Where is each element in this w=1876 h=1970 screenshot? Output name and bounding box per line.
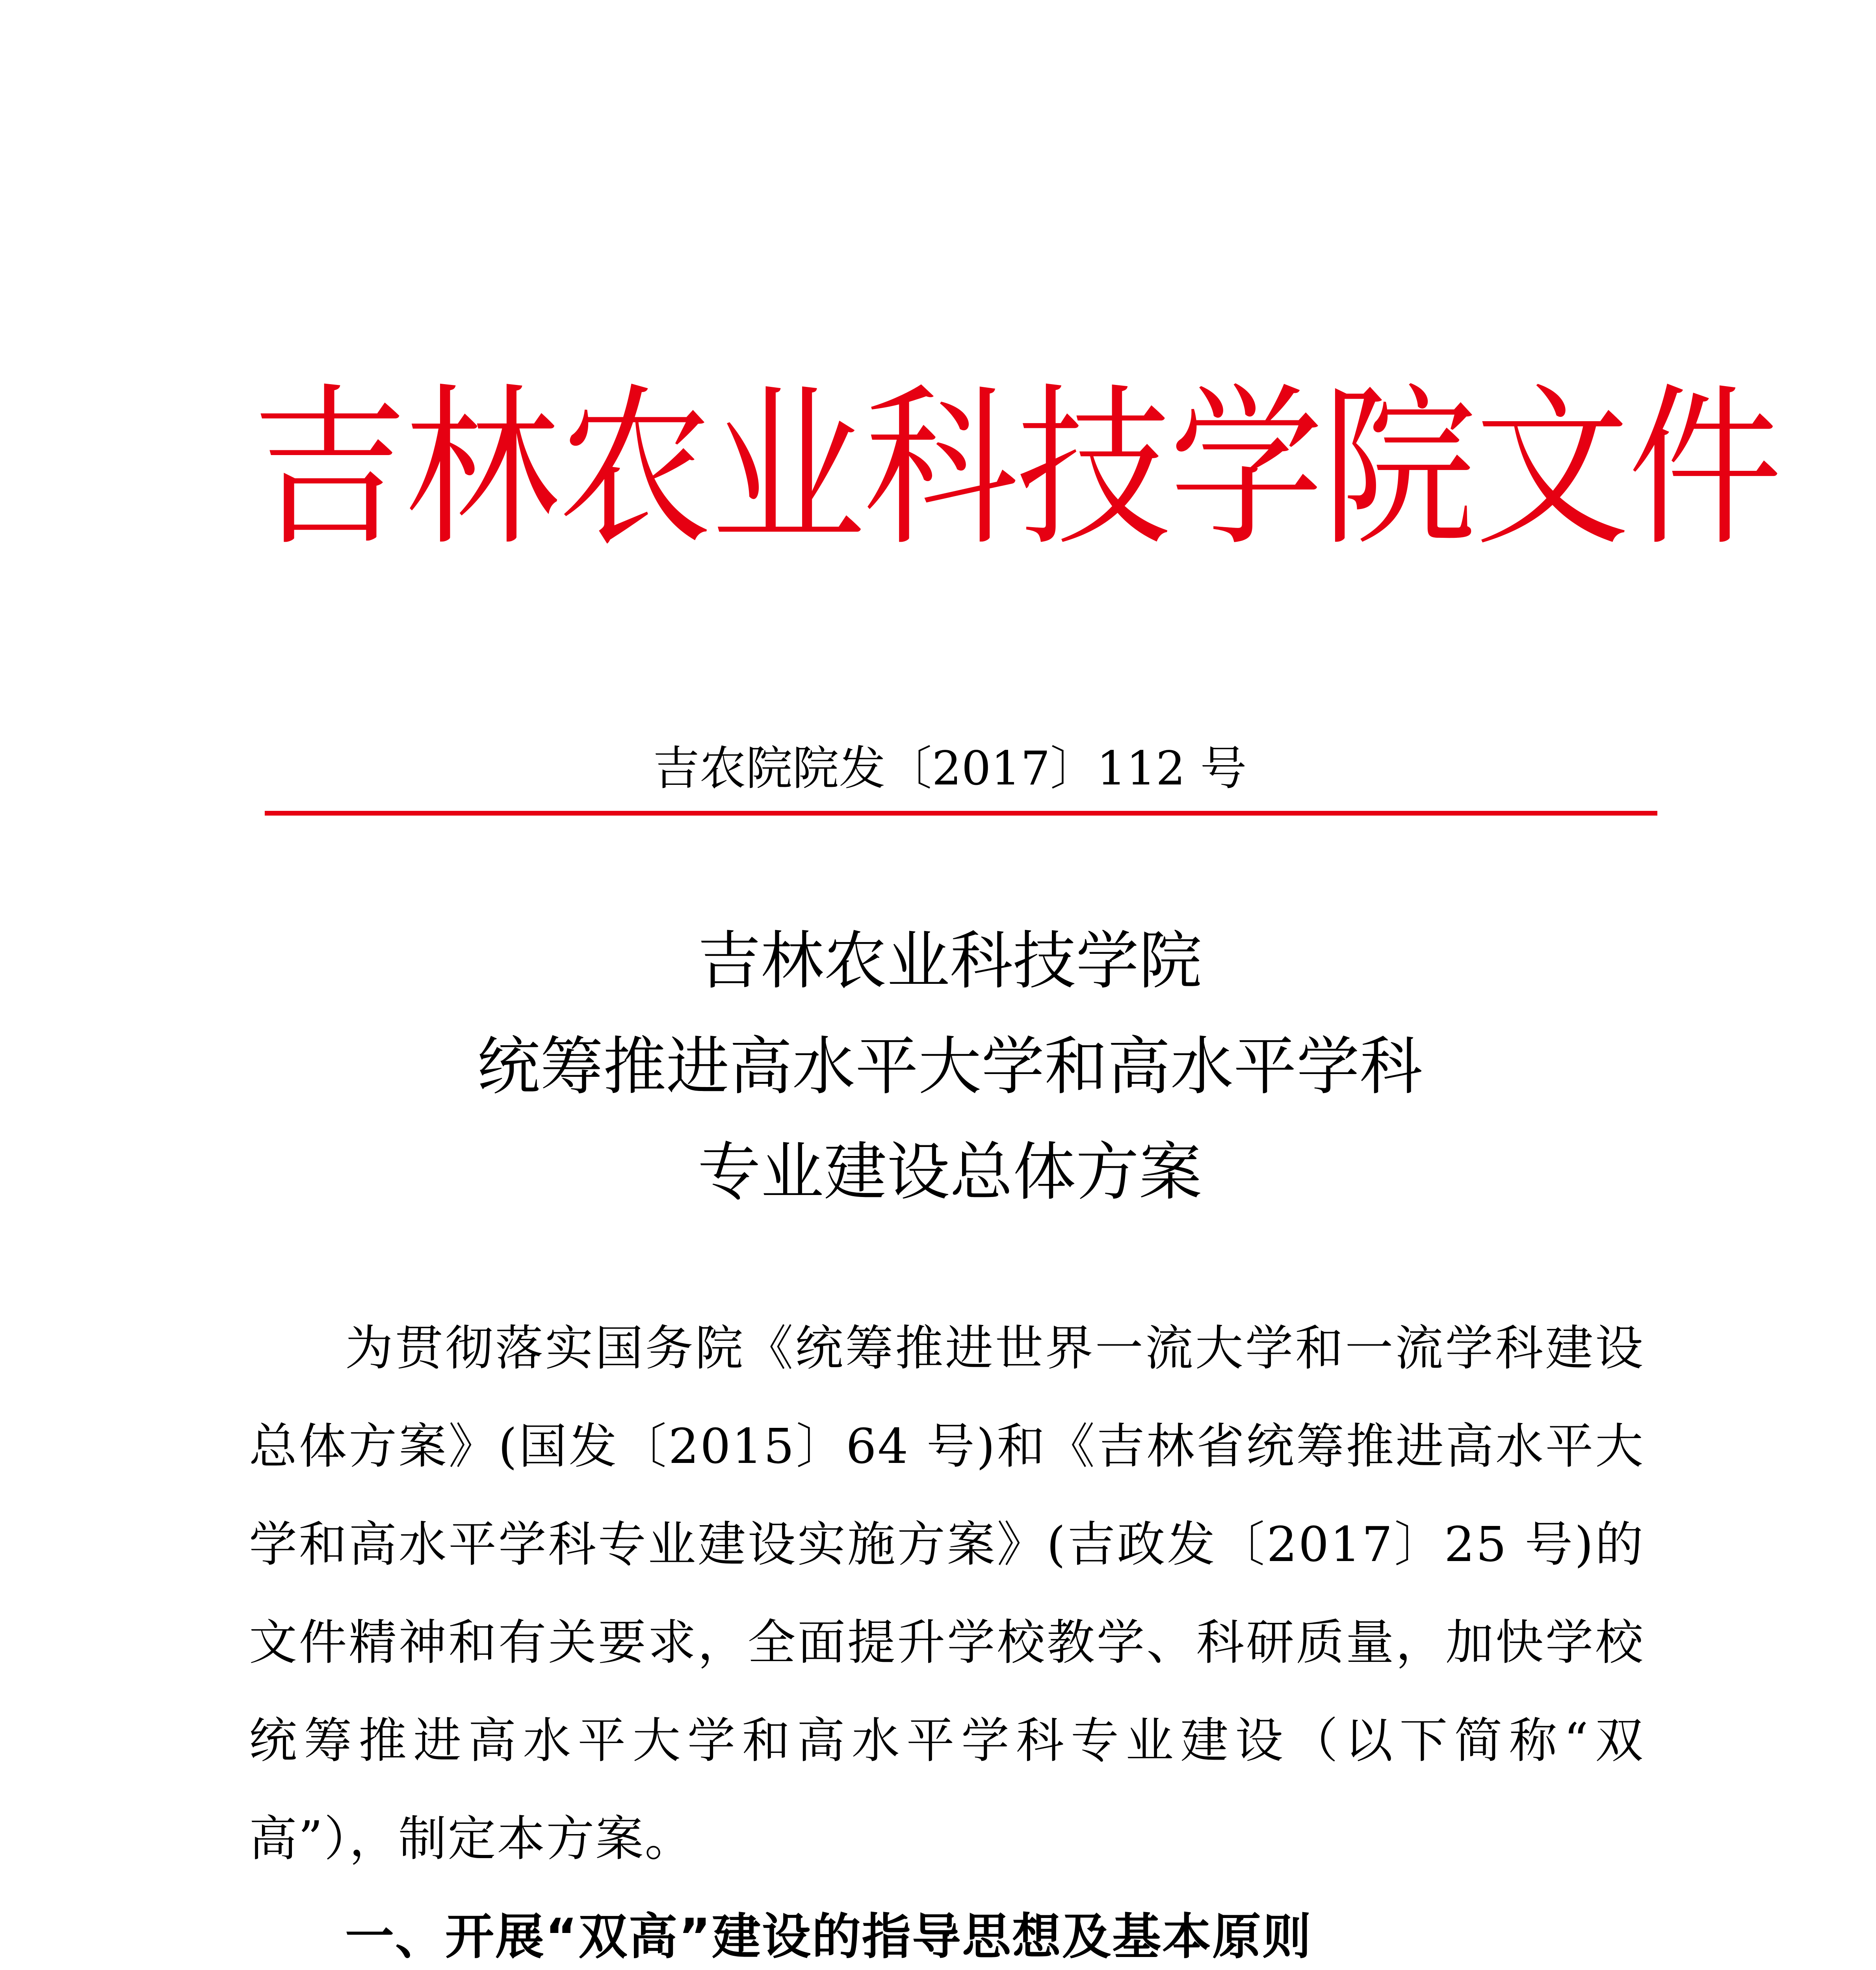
- document-header-title: 吉林农业科技学院文件: [252, 368, 1781, 570]
- intro-paragraph: 为贯彻落实国务院《统筹推进世界一流大学和一流学科建设总体方案》(国发〔2015〕64 号)和《吉林省统筹推进高水平大学和高水平学科专业建设实施方案》(吉政发〔2017〕25 号)的文件精神和有关要求，全面提升学校教学、科研质量，加快学校统筹推进高水平大学和高水平学科专业建设（以下简称“双高”），制定本方案。: [249, 1320, 1644, 1867]
- title-line-3: 专业建设总体方案: [697, 1135, 1202, 1209]
- document-title: [252, 908, 1648, 1225]
- title-line-2: 统筹推进高水平大学和高水平学科: [477, 1030, 1423, 1103]
- section-heading: 一、开展“双高”建设的指导思想及基本原则: [345, 1909, 1312, 1965]
- document-number: 吉农院院发〔2017〕112 号: [653, 741, 1247, 795]
- title-line-1: 吉林农业科技学院: [697, 924, 1202, 998]
- header-red-rule: [265, 811, 1657, 816]
- document-body: [249, 1299, 1644, 1970]
